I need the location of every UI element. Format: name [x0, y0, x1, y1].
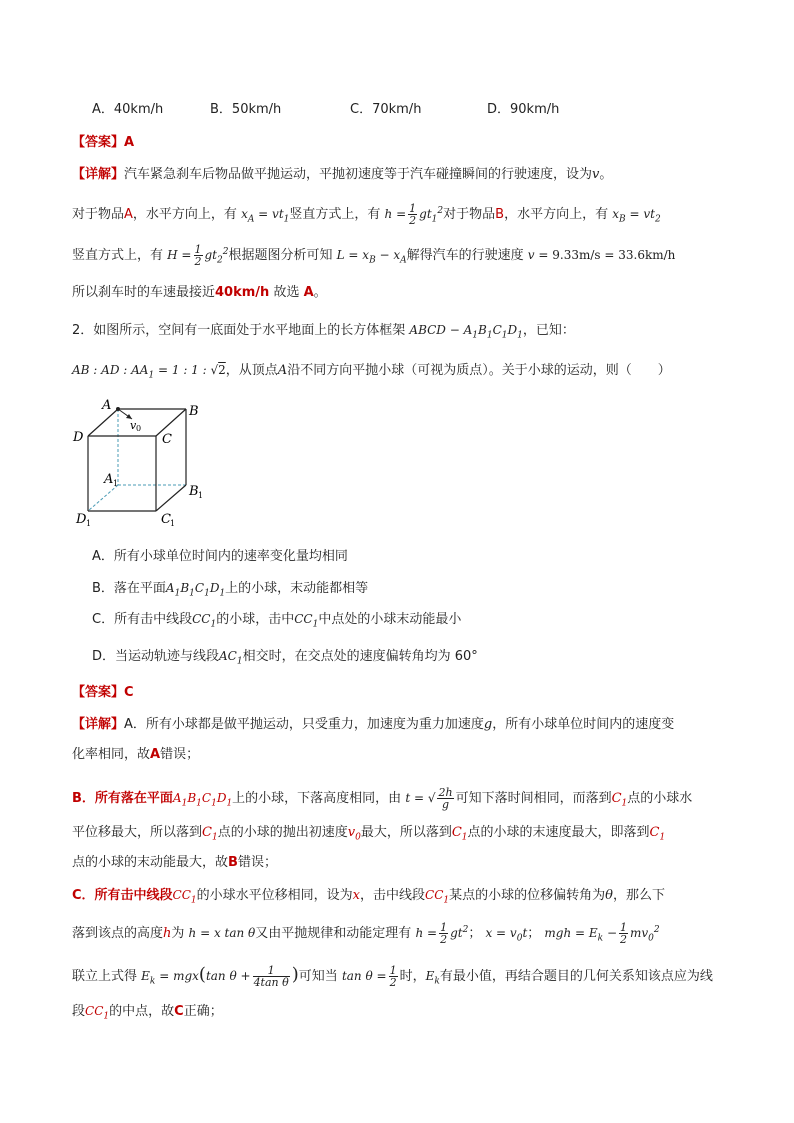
text: 竖直方式上，有 — [289, 207, 381, 222]
equation-xa: $x_A = vt_1$ — [241, 207, 290, 225]
label-D: D — [73, 430, 84, 445]
vertex-a: A — [277, 363, 288, 378]
segment-ac1: $AC_1$ — [219, 649, 243, 667]
text: 平位移最大，所以落到 — [72, 825, 203, 840]
text: 对于物品 — [443, 207, 496, 222]
label-v0-sub: 0 — [136, 424, 142, 433]
text: 联立上式得 — [72, 969, 138, 984]
var-ek: $E_k$ — [425, 969, 440, 987]
equation-energy: mgh = $E_k$ − $\frac{1}{2}$ $mv_0^2$ — [544, 921, 660, 946]
text: ，水平方向上，有 — [132, 207, 237, 222]
text: 对于物品 — [72, 207, 125, 222]
text: D．当运动轨迹与线段 — [92, 649, 220, 664]
prism-name: ABCD − $A_1B_1C_1D_1$ — [409, 323, 523, 341]
object-a: A — [124, 207, 133, 222]
cuboid-figure — [70, 395, 210, 530]
text: 最大，所以落到 — [360, 825, 452, 840]
q1-option-d: D．90km/h — [487, 102, 560, 117]
point-c1: $C_1$ — [649, 825, 666, 843]
label-A: A — [102, 398, 112, 413]
label-C: C — [162, 432, 172, 447]
q1-detail-line-2 — [72, 201, 661, 229]
text: 。 — [313, 285, 327, 300]
detail-label: 【详解】 — [72, 167, 125, 182]
q2-detail-a-line-1 — [72, 715, 674, 735]
equation-v: v = 9.33m/s = 33.6km/h — [527, 248, 676, 262]
text: 化率相同，故 — [72, 747, 151, 762]
equation-xb: $x_B = vt_2$ — [612, 207, 661, 225]
q1-option-b: B．50km/h — [210, 102, 282, 117]
label-B: B — [189, 404, 199, 419]
text: C．所有击中线段 — [72, 888, 173, 903]
q2-option-c — [92, 609, 461, 634]
text: C．所有击中线段 — [92, 612, 193, 627]
text: ，从顶点 — [225, 363, 278, 378]
text: 可知下落时间相同，而落到 — [455, 791, 612, 806]
q1-answer — [72, 133, 134, 153]
q2-stem-line-2 — [72, 360, 671, 385]
equation-x-v0t: $x = v_0t$ — [485, 926, 528, 944]
text: ； — [468, 926, 482, 941]
q2-detail-b-line-3 — [72, 853, 277, 873]
q2-option-b — [92, 578, 368, 603]
plane-a1b1c1d1: $A_1B_1C_1D_1$ — [172, 791, 233, 809]
choice-b: B — [228, 855, 238, 870]
point-c1: $C_1$ — [202, 825, 218, 843]
choice-a: A — [303, 285, 314, 300]
choice-c: C — [174, 1004, 184, 1019]
detail-label: 【详解】 — [72, 717, 125, 732]
q2-detail-b-line-2 — [72, 823, 665, 848]
text: 所以刹车时的车速最接近 — [72, 285, 216, 300]
q1-detail-line-1 — [72, 165, 612, 185]
speed-value: 40km/h — [215, 285, 270, 300]
q1-detail-line-4 — [72, 283, 327, 303]
text: 点的小球的末动能最大，故 — [72, 855, 229, 870]
equation-t: t = √ $\frac{2h}{g}$ — [405, 786, 453, 811]
var-theta: θ — [605, 888, 613, 903]
label-D1: D — [76, 512, 87, 527]
hidden-edge-a1d1 — [88, 485, 118, 511]
equation-h-gt: h = $\frac{1}{2}$ $gt^2$ — [415, 921, 469, 946]
q2-option-a: A．所有小球单位时间内的速率变化量均相同 — [92, 549, 348, 564]
text: 故选 — [273, 285, 300, 300]
velocity-var: v — [592, 167, 600, 182]
label-C1: C — [161, 512, 171, 527]
equation-h-tan: h = x tan θ — [188, 926, 256, 940]
text: B．所有落在平面 — [72, 791, 173, 806]
text: 上的小球，末动能都相等 — [225, 581, 369, 596]
text: 点的小球水 — [627, 791, 693, 806]
ratio-equation: AB : AD : $AA_1 = 1$ : 1 : √2 — [72, 363, 226, 381]
text: 错误； — [237, 855, 277, 870]
point-c1: $C_1$ — [451, 825, 468, 843]
text: 相交时，在交点处的速度偏转角均为 60° — [242, 649, 478, 664]
text: 中点处的小球末动能最小 — [318, 612, 462, 627]
text: 点的小球的抛出初速度 — [217, 825, 348, 840]
q2-detail-c-line-2 — [72, 920, 660, 948]
plane-a1b1c1d1: $A_1B_1C_1D_1$ — [165, 581, 226, 599]
text: 错误； — [160, 747, 200, 762]
segment-cc1: $CC_1$ — [172, 888, 197, 906]
label-B1: B — [189, 484, 199, 499]
text: 点的小球的末速度最大，即落到 — [467, 825, 650, 840]
text: 有最小值，再结合题目的几何关系知该点应为线 — [439, 969, 713, 984]
segment-cc1: $CC_1$ — [425, 888, 450, 906]
text: 为 — [171, 926, 185, 941]
equation-h: h = $\frac{1}{2}$ $gt_1^2$ — [384, 202, 444, 227]
detail-text: 汽车紧急刹车后物品做平抛运动，平抛初速度等于汽车碰撞瞬间的行驶速度，设为 — [124, 167, 593, 182]
label-v0: v — [130, 419, 137, 432]
q1-detail-line-3 — [72, 242, 675, 270]
text: 根据题图分析可知 — [228, 248, 333, 263]
answer-label: 【答案】 — [72, 135, 125, 150]
segment-cc1: $CC_1$ — [192, 612, 217, 630]
label-D1-sub: 1 — [86, 519, 92, 528]
q2-detail-b-line-1 — [72, 787, 692, 814]
answer-value: A — [124, 135, 135, 150]
q2-detail-a-line-2 — [72, 745, 199, 765]
text: 解得汽车的行驶速度 — [406, 248, 524, 263]
text: ，所有小球单位时间内的速度变 — [492, 717, 675, 732]
edge-ad — [88, 409, 118, 436]
edge-c1b1 — [156, 485, 186, 511]
equation-H: H = $\frac{1}{2}$ $gt_2^2$ — [167, 243, 229, 268]
text: ，已知： — [522, 323, 575, 338]
text: 落到该点的高度 — [72, 926, 164, 941]
object-b: B — [495, 207, 505, 222]
equation-L: $L = x_B - x_A$ — [336, 248, 407, 266]
text: ，水平方向上，有 — [504, 207, 609, 222]
text: ，那么下 — [612, 888, 665, 903]
text: B．落在平面 — [92, 581, 166, 596]
text: 上的小球，下落高度相同，由 — [232, 791, 402, 806]
text: 时， — [399, 969, 426, 984]
point-c1: $C_1$ — [611, 791, 628, 809]
label-C1-sub: 1 — [170, 519, 176, 528]
text: 又由平抛规律和动能定理有 — [255, 926, 412, 941]
detail-text-end: 。 — [599, 167, 613, 182]
q2-option-d — [92, 646, 478, 671]
text: 竖直方式上，有 — [72, 248, 164, 263]
text: 的小球水平位移相同，设为 — [196, 888, 353, 903]
equation-ek: $E_k = mgx(\tan$ θ + $\frac{1}{\text{4tan θ}}$ ) — [141, 964, 299, 989]
text: 的中点，故 — [109, 1004, 175, 1019]
text: 沿不同方向平抛小球（可视为质点）。关于小球的运动，则（ ） — [287, 363, 671, 378]
segment-cc1: $CC_1$ — [85, 1004, 110, 1022]
text: 可知当 — [298, 969, 338, 984]
var-h: h — [163, 926, 172, 941]
q2-detail-c-line-4 — [72, 1001, 223, 1026]
q2-answer — [72, 683, 134, 703]
text: 正确； — [183, 1004, 223, 1019]
text: 2．如图所示，空间有一底面处于水平地面上的长方体框架 — [72, 323, 406, 338]
answer-label: 【答案】 — [72, 685, 125, 700]
text: ； — [527, 926, 541, 941]
q2-detail-c-line-1 — [72, 885, 665, 910]
label-A1: A — [104, 472, 114, 487]
text: A．所有小球都是做平抛运动，只受重力，加速度为重力加速度 — [124, 717, 484, 732]
choice-a: A — [150, 747, 161, 762]
var-v0: $v_0$ — [347, 825, 361, 843]
q2-detail-c-line-3 — [72, 965, 713, 991]
text: ，击中线段 — [360, 888, 426, 903]
var-g: g — [483, 717, 493, 732]
text: 某点的小球的位移偏转角为 — [449, 888, 606, 903]
answer-value: C — [124, 685, 134, 700]
label-B1-sub: 1 — [198, 491, 204, 500]
q2-stem-line-1 — [72, 320, 575, 345]
label-A1-sub: 1 — [113, 479, 119, 488]
equation-tan-half: tan θ = $\frac{1}{2}$ — [341, 964, 397, 989]
segment-cc1: $CC_1$ — [294, 612, 319, 630]
var-x: x — [352, 888, 361, 903]
q1-option-c: C．70km/h — [350, 102, 422, 117]
q1-option-a: A．40km/h — [92, 102, 164, 117]
text: 的小球，击中 — [216, 612, 295, 627]
text: 段 — [72, 1004, 86, 1019]
